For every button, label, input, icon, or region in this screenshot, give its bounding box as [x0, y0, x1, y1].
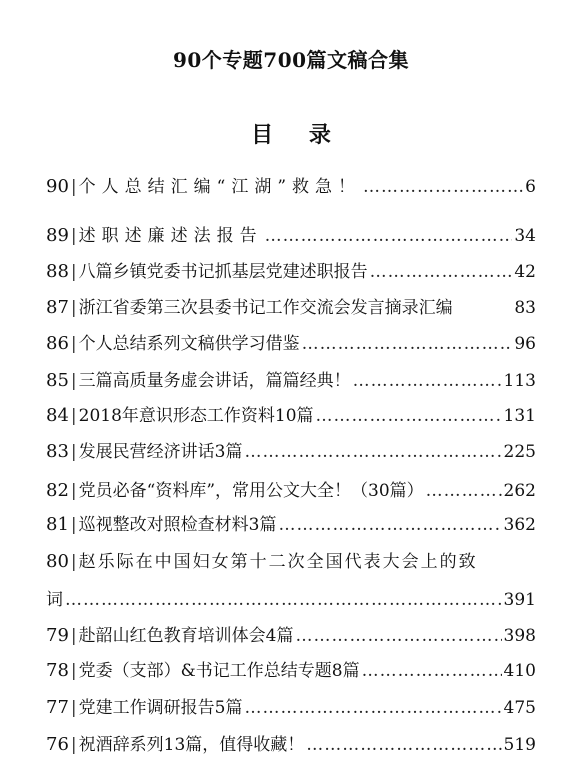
- toc-entry-page: 34: [514, 226, 536, 246]
- toc-entry-number: 88: [46, 261, 69, 282]
- toc-leader-dots: [426, 478, 502, 504]
- toc-entry-title: 述职述廉述法报告: [78, 226, 263, 246]
- toc-leader-dots: [244, 695, 501, 721]
- toc-leader-dots: [362, 658, 502, 684]
- toc-entry-page: 42: [514, 262, 536, 282]
- toc-entry-page: 398: [503, 626, 536, 646]
- toc-entry-title: 三篇高质量务虚会讲话，篇篇经典！: [78, 371, 351, 391]
- toc-entry-title: 祝酒辞系列13篇，值得收藏！: [78, 735, 305, 755]
- toc-leader-dots: [278, 512, 501, 538]
- toc-entry-page: 519: [503, 735, 536, 755]
- toc-entry[interactable]: [46, 695, 536, 721]
- toc-entry-title: 八篇乡镇党委书记抓基层党建述职报告: [78, 262, 368, 282]
- toc-entry[interactable]: [46, 174, 536, 200]
- toc-entry-page: 410: [503, 661, 536, 681]
- toc-entry-title: 个人总结系列文稿供学习借鉴: [78, 334, 300, 354]
- toc-entry-number: 87: [46, 297, 69, 318]
- toc-entry-separator: |: [70, 226, 77, 246]
- toc-entry-separator: |: [70, 442, 77, 462]
- toc-entry-separator: |: [70, 262, 77, 282]
- toc-entry-page: 391: [503, 590, 536, 610]
- toc-entry-number: 83: [46, 441, 69, 462]
- toc-entry-number: 81: [46, 514, 69, 535]
- toc-entry-number: 77: [46, 697, 69, 718]
- toc-entry-number: 78: [46, 660, 69, 681]
- toc-leader-dots: [244, 439, 501, 465]
- toc-entry-separator: |: [70, 661, 77, 681]
- toc-entry-number: 86: [46, 333, 69, 354]
- toc-entry[interactable]: [46, 478, 536, 504]
- toc-entry-title: 党员必备“资料库”，常用公文大全！（30篇）: [78, 481, 424, 501]
- toc-entry-separator: |: [70, 626, 77, 646]
- toc-entry-title: 2018年意识形态工作资料10篇: [78, 406, 314, 426]
- toc-entry-separator: |: [70, 552, 77, 572]
- toc-heading: 目 录: [251, 122, 345, 148]
- toc-entry[interactable]: [46, 439, 536, 465]
- toc-entry-title: 个人总结汇编“江湖”救急！: [78, 177, 362, 197]
- toc-entry[interactable]: [46, 295, 536, 321]
- toc-entry-title: 发展民营经济讲话3篇: [78, 442, 243, 462]
- toc-entry-separator: |: [70, 406, 77, 426]
- toc-entry[interactable]: [46, 732, 536, 758]
- toc-entry[interactable]: [46, 512, 536, 538]
- toc-entry-page: 96: [514, 334, 536, 354]
- toc-entry-separator: |: [70, 515, 77, 535]
- toc-entry[interactable]: [46, 368, 536, 394]
- toc-entry-continuation[interactable]: [46, 587, 536, 613]
- toc-entry[interactable]: [46, 403, 536, 429]
- toc-leader-dots: [265, 223, 513, 249]
- toc-entry-number: 79: [46, 625, 69, 646]
- toc-entry-separator: |: [70, 177, 77, 197]
- toc-entry-separator: |: [70, 735, 77, 755]
- toc-leader-dots: [316, 403, 502, 429]
- toc-entry-title: 浙江省委第三次县委书记工作交流会发言摘录汇编: [78, 298, 453, 318]
- toc-leader-dots: [353, 368, 502, 394]
- toc-entry-number: 90: [46, 176, 69, 197]
- toc-entry-separator: |: [70, 481, 77, 501]
- toc-leader-dots: [302, 331, 513, 357]
- toc-entry-page: 225: [503, 442, 536, 462]
- toc-entry-title: 巡视整改对照检查材料3篇: [78, 515, 277, 535]
- toc-entry-title: 赵乐际在中国妇女第十二次全国代表大会上的致: [78, 552, 478, 572]
- toc-entry-separator: |: [70, 298, 77, 318]
- toc-entry[interactable]: [46, 331, 536, 357]
- toc-entry-title-continuation: 词: [46, 590, 63, 610]
- toc-leader-dots: [306, 732, 501, 758]
- toc-entry-number: 80: [46, 551, 69, 572]
- toc-leader-dots: [65, 587, 502, 613]
- toc-entry-number: 89: [46, 225, 69, 246]
- toc-entry-page: 262: [503, 481, 536, 501]
- toc-entry-page: 131: [503, 406, 536, 426]
- toc-entry[interactable]: [46, 259, 536, 285]
- document-title: 90个专题700篇文稿合集: [172, 48, 410, 72]
- toc-entry-title: 党建工作调研报告5篇: [78, 698, 243, 718]
- toc-entry-number: 84: [46, 405, 69, 426]
- toc-entry[interactable]: [46, 223, 536, 249]
- toc-leader-dots: [363, 174, 523, 200]
- toc-entry-title: 党委（支部）&书记工作总结专题8篇: [78, 661, 360, 681]
- toc-entry[interactable]: [46, 549, 536, 575]
- toc-entry-page: 83: [514, 298, 536, 318]
- toc-entry-separator: |: [70, 334, 77, 354]
- toc-entry[interactable]: [46, 658, 536, 684]
- toc-entry-number: 82: [46, 480, 69, 501]
- toc-leader-dots: [295, 623, 501, 649]
- toc-entry[interactable]: [46, 623, 536, 649]
- toc-entry-page: 113: [503, 371, 536, 391]
- toc-leader-dots: [370, 259, 513, 285]
- toc-entry-separator: |: [70, 698, 77, 718]
- toc-entry-page: 362: [503, 515, 536, 535]
- toc-entry-number: 85: [46, 370, 69, 391]
- toc-entry-number: 76: [46, 734, 69, 755]
- toc-entry-separator: |: [70, 371, 77, 391]
- toc-entry-page: 6: [525, 177, 536, 197]
- toc-entry-title: 赴韶山红色教育培训体会4篇: [78, 626, 294, 646]
- toc-entry-page: 475: [503, 698, 536, 718]
